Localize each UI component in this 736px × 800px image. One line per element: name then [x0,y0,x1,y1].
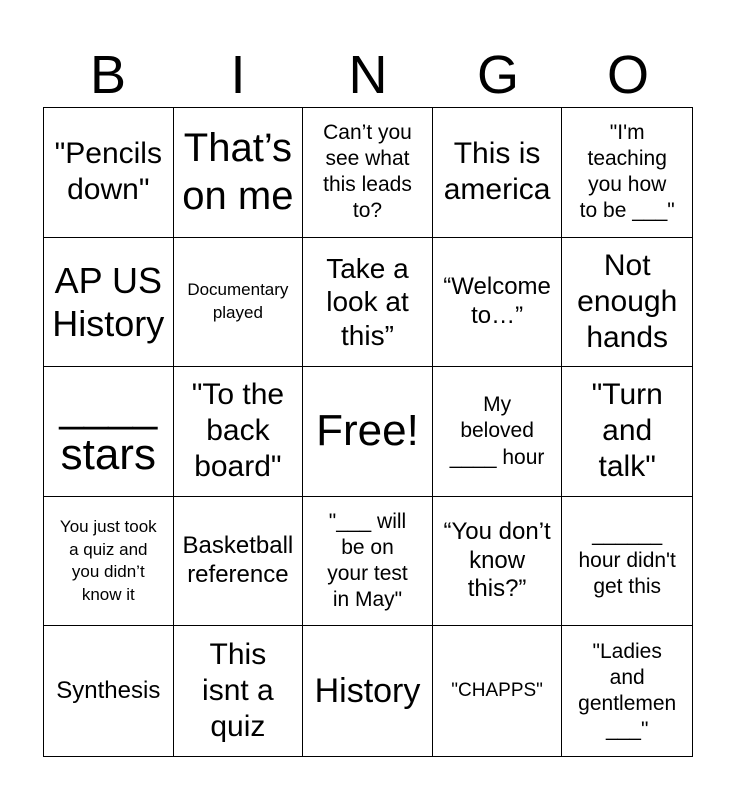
bingo-cell-text: AP US History [52,259,165,344]
bingo-cell-text: My beloved ____ hour [449,393,545,469]
bingo-cell[interactable] [433,238,563,368]
bingo-cell-text: ______ hour didn't get this [578,523,676,599]
header-letter-g: G [476,45,519,105]
header-letter-b: B [89,45,127,105]
header-letter-o: O [606,45,649,105]
bingo-cell[interactable] [433,497,563,627]
bingo-cell-text: Documentary played [187,280,289,322]
bingo-cell[interactable] [174,367,304,497]
bingo-board [43,107,693,757]
bingo-cell-text: You just took a quiz and you didn’t know it [59,517,157,604]
bingo-cell[interactable] [44,367,174,497]
bingo-cell[interactable] [562,108,692,238]
bingo-header [43,45,693,105]
bingo-cell-text: "Pencils down" [54,137,162,207]
bingo-cell-text: "CHAPPS" [451,680,543,702]
bingo-cell-text: "I'm teaching you how to be ___" [579,121,675,223]
bingo-cell-text: Take a look at this” [326,252,409,351]
bingo-cell-text: ____ stars [59,382,158,480]
bingo-cell-text: That’s on me [182,126,294,219]
bingo-cell-text: "Turn and talk" [591,378,663,484]
bingo-cell[interactable] [303,108,433,238]
bingo-cell-text: Can’t you see what this leads to? [323,121,412,223]
bingo-cell-text: Synthesis [56,676,161,704]
free-space-cell[interactable] [303,367,433,497]
bingo-cell[interactable] [562,497,692,627]
bingo-cell[interactable] [174,626,304,756]
bingo-cell-text: Basketball reference [182,532,294,589]
bingo-cell[interactable] [174,108,304,238]
bingo-cell[interactable] [44,108,174,238]
bingo-cell[interactable] [44,626,174,756]
bingo-cell-text: Not enough hands [577,248,678,354]
bingo-cell-text: “Welcome to…” [443,273,551,329]
header-letter-n: N [348,45,388,105]
bingo-cell-text: This isnt a quiz [202,638,274,744]
bingo-cell[interactable] [433,367,563,497]
bingo-cell-text: “You don’t know this?” [443,517,551,603]
bingo-cell[interactable] [433,626,563,756]
bingo-cell-text: "___ will be on your test in May" [327,510,408,612]
bingo-cell-text: "Ladies and gentlemen ___" [578,640,677,742]
bingo-cell-text: This is america [443,137,551,207]
bingo-cell[interactable] [303,497,433,627]
bingo-cell[interactable] [303,238,433,368]
bingo-cell[interactable] [562,626,692,756]
free-space-text: Free! [316,406,419,456]
bingo-cell[interactable] [562,367,692,497]
bingo-cell[interactable] [562,238,692,368]
bingo-cell[interactable] [174,238,304,368]
bingo-cell[interactable] [303,626,433,756]
bingo-cell-text: History [314,671,421,710]
header-letter-i: I [230,45,246,105]
bingo-cell[interactable] [433,108,563,238]
bingo-cell[interactable] [174,497,304,627]
bingo-cell[interactable] [44,238,174,368]
bingo-cell-text: "To the back board" [191,378,285,484]
bingo-cell[interactable] [44,497,174,627]
